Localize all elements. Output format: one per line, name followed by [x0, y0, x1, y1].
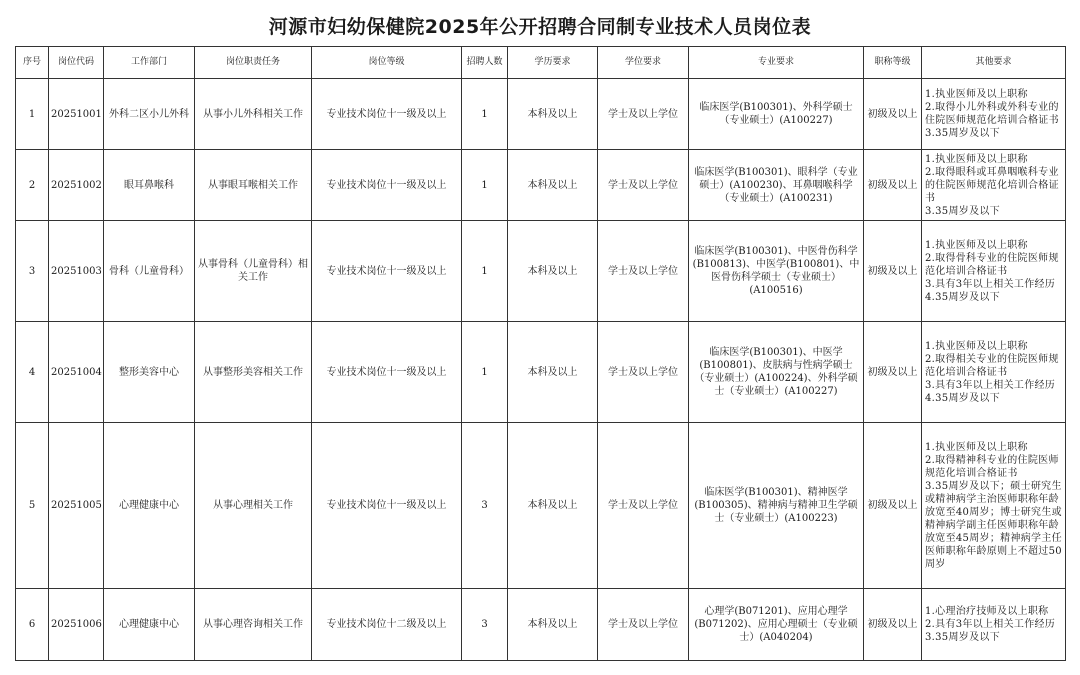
cell-count: 1 [462, 221, 508, 322]
cell-no: 5 [16, 423, 49, 589]
other-line: 4.35周岁及以下 [925, 392, 1000, 404]
cell-degree: 学士及以上学位 [598, 322, 689, 423]
header-edu: 学历要求 [508, 47, 598, 79]
other-line: 2.取得相关专业的住院医师规范化培训合格证书 [925, 353, 1059, 378]
cell-grade: 专业技术岗位十一级及以上 [312, 150, 462, 221]
header-degree: 学位要求 [598, 47, 689, 79]
cell-other [922, 322, 1066, 423]
cell-count: 3 [462, 589, 508, 661]
cell-title-level: 初级及以上 [864, 423, 922, 589]
other-line: 1.执业医师及以上职称 [925, 153, 1028, 165]
other-line: 2.取得精神科专业的住院医师规范化培训合格证书 [925, 454, 1059, 479]
cell-major: 临床医学(B100301)、眼科学（专业硕士）(A100230)、耳鼻咽喉科学（专业硕士）(A100231) [689, 150, 864, 221]
table-row [16, 322, 1066, 423]
cell-code: 20251003 [49, 221, 104, 322]
cell-count: 3 [462, 423, 508, 589]
cell-degree: 学士及以上学位 [598, 221, 689, 322]
cell-count: 1 [462, 322, 508, 423]
other-line: 2.取得眼科或耳鼻咽喉科专业的住院医师规范化培训合格证书 [925, 166, 1059, 204]
cell-code: 20251001 [49, 79, 104, 150]
cell-grade: 专业技术岗位十二级及以上 [312, 589, 462, 661]
cell-grade: 专业技术岗位十一级及以上 [312, 423, 462, 589]
cell-dept: 外科二区小儿外科 [104, 79, 195, 150]
table-header-row [16, 47, 1066, 79]
cell-edu: 本科及以上 [508, 150, 598, 221]
cell-major: 心理学(B071201)、应用心理学(B071202)、应用心理硕士（专业硕士）(A040204) [689, 589, 864, 661]
cell-edu: 本科及以上 [508, 322, 598, 423]
cell-other [922, 589, 1066, 661]
cell-other [922, 423, 1066, 589]
cell-dept: 眼耳鼻喉科 [104, 150, 195, 221]
other-line: 1.执业医师及以上职称 [925, 89, 1028, 100]
cell-code: 20251006 [49, 589, 104, 661]
cell-title-level: 初级及以上 [864, 322, 922, 423]
other-line: 3.35周岁及以下 [925, 205, 1000, 217]
cell-dept: 心理健康中心 [104, 423, 195, 589]
cell-code: 20251002 [49, 150, 104, 221]
cell-code: 20251004 [49, 322, 104, 423]
other-line: 4.35周岁及以下 [925, 291, 1000, 303]
cell-title-level: 初级及以上 [864, 150, 922, 221]
cell-dept: 骨科（儿童骨科） [104, 221, 195, 322]
other-line: 3.具有3年以上相关工作经历 [925, 278, 1056, 290]
cell-title-level: 初级及以上 [864, 589, 922, 661]
cell-edu: 本科及以上 [508, 221, 598, 322]
cell-title-level: 初级及以上 [864, 79, 922, 150]
table-row [16, 221, 1066, 322]
cell-duty: 从事心理咨询相关工作 [195, 589, 312, 661]
cell-other [922, 79, 1066, 150]
cell-duty: 从事小儿外科相关工作 [195, 79, 312, 150]
other-line: 1.执业医师及以上职称 [925, 239, 1028, 251]
cell-count: 1 [462, 79, 508, 150]
table-row [16, 150, 1066, 221]
cell-dept: 整形美容中心 [104, 322, 195, 423]
header-no: 序号 [16, 47, 49, 79]
cell-degree: 学士及以上学位 [598, 150, 689, 221]
other-line: 2.取得骨科专业的住院医师规范化培训合格证书 [925, 252, 1059, 277]
other-line: 3.35周岁及以下；硕士研究生或精神病学主治医师职称年龄放宽至40周岁；博士研究生或精神病学副主任医师职称年龄放宽至45周岁；精神病学主任医师职称年龄原则上不超过50周岁 [925, 480, 1062, 570]
cell-degree: 学士及以上学位 [598, 589, 689, 661]
cell-title-level: 初级及以上 [864, 221, 922, 322]
other-line: 3.35周岁及以下 [925, 128, 1000, 139]
other-line: 3.35周岁及以下 [925, 632, 1000, 643]
cell-no: 3 [16, 221, 49, 322]
cell-edu: 本科及以上 [508, 589, 598, 661]
cell-duty: 从事心理相关工作 [195, 423, 312, 589]
other-line: 1.心理治疗技师及以上职称 [925, 606, 1049, 617]
cell-code: 20251005 [49, 423, 104, 589]
cell-dept: 心理健康中心 [104, 589, 195, 661]
cell-no: 2 [16, 150, 49, 221]
cell-grade: 专业技术岗位十一级及以上 [312, 322, 462, 423]
table-row [16, 79, 1066, 150]
other-line: 1.执业医师及以上职称 [925, 340, 1028, 352]
cell-no: 6 [16, 589, 49, 661]
header-title-level: 职称等级 [864, 47, 922, 79]
table-row [16, 589, 1066, 661]
header-duty: 岗位职责任务 [195, 47, 312, 79]
cell-major: 临床医学(B100301)、精神医学(B100305)、精神病与精神卫生学硕士（专业硕士）(A100223) [689, 423, 864, 589]
cell-duty: 从事眼耳喉相关工作 [195, 150, 312, 221]
table-row [16, 423, 1066, 589]
other-line: 1.执业医师及以上职称 [925, 441, 1028, 453]
cell-edu: 本科及以上 [508, 79, 598, 150]
cell-duty: 从事整形美容相关工作 [195, 322, 312, 423]
cell-edu: 本科及以上 [508, 423, 598, 589]
cell-other [922, 150, 1066, 221]
cell-count: 1 [462, 150, 508, 221]
cell-degree: 学士及以上学位 [598, 79, 689, 150]
cell-grade: 专业技术岗位十一级及以上 [312, 79, 462, 150]
cell-degree: 学士及以上学位 [598, 423, 689, 589]
header-dept: 工作部门 [104, 47, 195, 79]
cell-major: 临床医学(B100301)、中医学(B100801)、皮肤病与性病学硕士（专业硕士）(A100224)、外科学硕士（专业硕士）(A100227) [689, 322, 864, 423]
cell-no: 1 [16, 79, 49, 150]
header-code: 岗位代码 [49, 47, 104, 79]
other-line: 2.具有3年以上相关工作经历 [925, 619, 1056, 630]
cell-no: 4 [16, 322, 49, 423]
page-title: 河源市妇幼保健院2025年公开招聘合同制专业技术人员岗位表 [268, 16, 812, 38]
header-other: 其他要求 [922, 47, 1066, 79]
other-line: 3.具有3年以上相关工作经历 [925, 379, 1056, 391]
cell-other [922, 221, 1066, 322]
cell-grade: 专业技术岗位十一级及以上 [312, 221, 462, 322]
cell-major: 临床医学(B100301)、外科学硕士（专业硕士）(A100227) [689, 79, 864, 150]
header-grade: 岗位等级 [312, 47, 462, 79]
positions-table [15, 46, 1066, 661]
cell-major: 临床医学(B100301)、中医骨伤科学(B100813)、中医学(B100801)、中医骨伤科学硕士（专业硕士）(A100516) [689, 221, 864, 322]
other-line: 2.取得小儿外科或外科专业的住院医师规范化培训合格证书 [925, 102, 1059, 126]
header-major: 专业要求 [689, 47, 864, 79]
cell-duty: 从事骨科（儿童骨科）相关工作 [195, 221, 312, 322]
header-count: 招聘人数 [462, 47, 508, 79]
